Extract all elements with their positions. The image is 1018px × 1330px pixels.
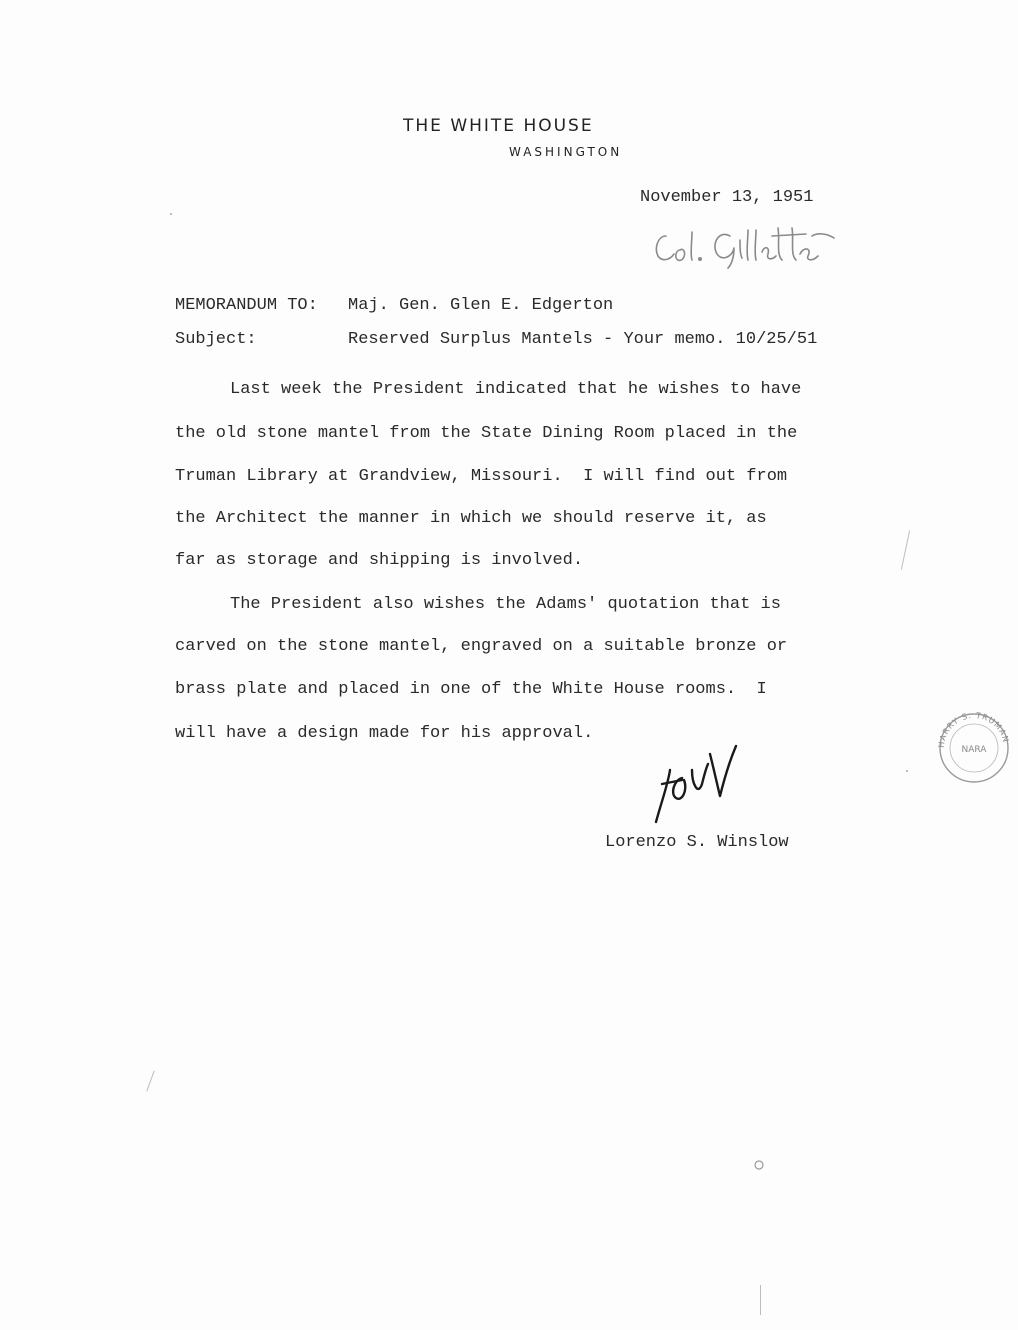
paper-mark [146, 1070, 154, 1091]
paper-mark [906, 770, 908, 772]
paragraph-1-line-3: Truman Library at Grandview, Missouri. I will find out from [175, 467, 788, 486]
paragraph-1-line-2: the old stone mantel from the State Dining Room placed in the [175, 424, 798, 443]
paragraph-1-line-5: far as storage and shipping is involved. [175, 551, 584, 570]
subject-label: Subject: [175, 330, 257, 349]
memo-to-label: MEMORANDUM TO: [175, 296, 318, 315]
letterhead-subtitle: WASHINGTON [509, 145, 623, 159]
archive-stamp [928, 700, 1018, 790]
paragraph-2-line-3: brass plate and placed in one of the White House rooms. I [175, 680, 767, 699]
paragraph-1-line-4: the Architect the manner in which we should reserve it, as [175, 509, 767, 528]
memo-to-value: Maj. Gen. Glen E. Edgerton [348, 296, 614, 315]
svg-text:NARA: NARA [961, 745, 987, 755]
paper-speck [752, 1158, 766, 1172]
signer-name: Lorenzo S. Winslow [605, 833, 789, 852]
paragraph-2-line-1: The President also wishes the Adams' quotation that is [230, 595, 781, 614]
signature-initials [648, 740, 743, 830]
memo-date: November 13, 1951 [640, 188, 814, 207]
subject-value: Reserved Surplus Mantels - Your memo. 10/25/51 [348, 330, 818, 349]
paper-mark [901, 530, 910, 569]
paragraph-2-line-2: carved on the stone mantel, engraved on a suitable bronze or [175, 637, 788, 656]
letterhead-title: THE WHITE HOUSE [403, 116, 594, 136]
handwritten-note [648, 222, 843, 270]
paper-mark [760, 1285, 761, 1315]
paper-mark [170, 213, 172, 215]
paragraph-1-line-1: Last week the President indicated that he wishes to have [230, 380, 802, 399]
svg-text:HARRY S. TRUMAN: HARRY S. TRUMAN [936, 710, 1011, 749]
paragraph-2-line-4: will have a design made for his approval. [175, 724, 594, 743]
